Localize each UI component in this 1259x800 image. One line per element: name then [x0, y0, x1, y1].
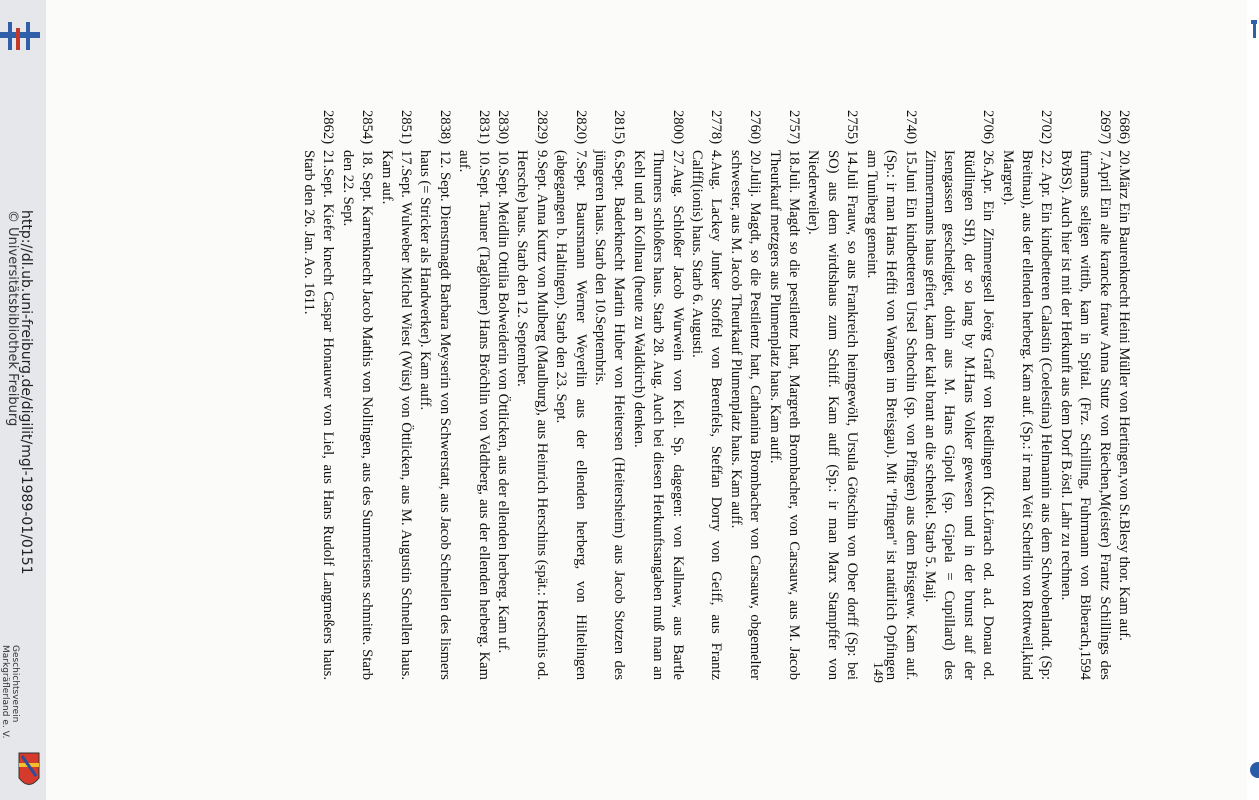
entry-number: 2815) [611, 110, 628, 145]
entry [628, 110, 686, 680]
entry-text: 7.Sept. Baursmann Werner Weyerlin aus der ellenden herberg, von Hiltelingen (abgegangen b. Haltingen). Starb den 23. Sept. [553, 150, 589, 680]
entry-text: 9.Sept. Anna Kurtz von Mulberg (Maulburg), aus Heinrich Herschins (spät.: Herschnis od. Hersche) haus. Starb den 12. September. [514, 150, 550, 680]
entry [376, 110, 415, 680]
entry [920, 110, 998, 680]
entry [454, 110, 493, 680]
entry-number: 2851) [397, 110, 414, 145]
entry-number: 2702) [1038, 110, 1055, 145]
entry [493, 110, 512, 680]
entry [1055, 110, 1113, 680]
logo-fragment-icon [1247, 0, 1259, 800]
entry-text: 12. Sept. Dienstmagdt Barbara Meyserin von Schwerstatt, aus Jacob Schnellen des lismers haus (= Stricker als Handwerker). Kam auff. [417, 150, 453, 680]
entry-number: 2862) [320, 110, 337, 145]
entry [337, 110, 376, 680]
entry [299, 110, 338, 680]
entry-text: 27.Aug. Schloßer Jacob Wurwein von Kell. Sp. dagegen: von Kallnaw, aus Bartle Thurners schloßers haus. Starb 28. Aug. Auch bei diesen Herkunftsangaben muß man an Kehl und an Kollnau (heute zu Waldkirch) denken. [630, 150, 686, 680]
entry-number: 2755) [844, 110, 861, 145]
copyright-notice: © Universitätsbibliothek Freiburg [5, 210, 20, 427]
entry-number: 2740) [902, 110, 919, 145]
entry-text: 4.Aug. Lackey Junker Stoffel von Berenfels, Steffan Dorry von Geiff, aus Frantz Calffl(ionis) haus. Starb 6. Augusti. [689, 150, 725, 680]
document-url[interactable]: http://dl.ub.uni-freiburg.de/digilit/mgl-1989-01/0151 [18, 210, 34, 575]
entry-text: 17.Sept. Wulweber Michel Wiest (Wüst) von Öttlicken, aus M. Augustin Schnellen haus. Kam auf. [378, 150, 414, 680]
entry [687, 110, 726, 680]
entry [997, 110, 1055, 680]
entry-text: 22. Apr. Ein kindbetteren Calastin (Coelestina) Helmannin aus dem Schwobenlandt. (Sp: Breitnau), aus der ellenden herberg. Kam auf. (Sp.: ir man Veit Scherlin von Rottweil,kind Margret). [999, 150, 1055, 680]
entry-text: 6.Sept. Baderknecht Martin Huber von Heitersen (Heitersheim) aus Jacob Stotzen des jüngeren haus. Starb den 10.Septembris. [592, 150, 628, 680]
entry-text: 20.März Ein Baurenknecht Heini Müller von Hertingen,von St.Blesy thor. Kam auf. [1116, 150, 1132, 641]
entry-number: 2854) [359, 110, 376, 145]
entry-number: 2760) [747, 110, 764, 145]
entry-number: 2757) [786, 110, 803, 145]
entry-number: 2706) [980, 110, 997, 145]
entry-number: 2829) [533, 110, 550, 145]
entry-text: 20.Julij. Magdt, so die Pestilentz hatt, Cathanina Brombacher von Carsauw, obgemelter schwester, aus M. Jacob Theurkauf Plumenplatz haus. Kam auff. [727, 150, 764, 680]
entry-text: 14.Juli Frauw, so aus Frankreich heimgewölt, Ursula Götschin von Ober dorff (Sp: bei SO) aus dem wirdtshaus zum Schiff. Kam auff (Sp.: ir man Marx Stampffer von Niederweiler). [805, 150, 861, 680]
entry-text: 18.Juli. Magdt so die pestilentz hatt, Margreth Brombacher, von Carsauw, aus M. Jacob Theurkauf metzgers aus Plumenplatz haus. Kam auff. [766, 150, 803, 680]
entry-text: 10.Sept. Tauner (Taglöhner) Hans Bröchlin von Veldtberg, aus der ellenden herberg. Kam auf. [456, 150, 492, 680]
society-line-2: Markgräflerland e. V. [0, 645, 10, 739]
entry-number: 2838) [436, 110, 453, 145]
entry-text: 26.Apr. Ein Zimmergsell Jeörg Graff von Riedlingen (Kr.Lörrach od. a.d. Donau od. Rüdlingen SH), der so lang by M.Hans Volker gewesen und in der brunst auf der Isengassen geschediget, dohin aus M. Hans Gipolt (sp. Gipela = Cupillard) des Zimmermanns haus gefiert, kam der kalt brant an die schenkel. Starb 5. Maij. [921, 150, 997, 680]
entry-text: 7.April Ein alte krancke frauw Anna Stutz von Riechen,M(eister) Frantz Schillings des furmans seligen wittib, kam in Spital. (Frz. Schilling, Fuhrmann von Biberach,1594 BvBS). Auch hier ist mit der Herkunft aus dem Dorf B.östl. Lahr zu rechnen. [1057, 150, 1113, 680]
entry-text: 10.Sept. Meidlin Ottilia Bolweiderin von Öttlicken, aus der ellenden herberg. Kam uf. [495, 150, 511, 654]
entry-number: 2778) [708, 110, 725, 145]
entry [590, 110, 629, 680]
entry [861, 110, 919, 680]
entry [415, 110, 454, 680]
right-edge-strip [1247, 0, 1259, 800]
entry-text: 15.Juni Ein kindbetteren Ursel Schochin (sp. von Pfingen) aus dem Brisgeuw. Kam auf. (Sp.: ir man Hans Heffti von Wangen im Breisgau). Mit "Pfingen" ist natürlich Opfingen am Tuniberg gemeint. [863, 150, 919, 680]
society-line-1: Geschichtsverein [10, 645, 20, 723]
page-number: 149 [870, 662, 885, 683]
sidebar [0, 0, 46, 800]
entry [764, 110, 803, 680]
entry [725, 110, 764, 680]
entry [803, 110, 861, 680]
society-name [0, 645, 20, 738]
entry-number: 2800) [669, 110, 686, 145]
entry [512, 110, 551, 680]
society-crest-icon [18, 752, 40, 792]
entry-text: 21.Sept. Kiefer knecht Caspar Honauwer von Liel, aus Hans Rudolf Langmeßers haus. Starb den 26. Jan. Ao. 1611. [300, 150, 337, 680]
entry [551, 110, 590, 680]
entry-number: 2830) [495, 110, 511, 145]
university-logo-icon [0, 18, 40, 54]
entry-number: 2820) [572, 110, 589, 145]
entry-number: 2686) [1116, 110, 1132, 145]
page-text-block [203, 110, 1133, 680]
entry-number: 2831) [475, 110, 492, 145]
entry-number: 2697) [1096, 110, 1113, 145]
entry-text: 18. Sept. Karrenknecht Jacob Mathis von Nollingen, aus des Summerisens schmitte. Starb den 22. Sept. [339, 150, 376, 680]
entry [1114, 110, 1133, 680]
